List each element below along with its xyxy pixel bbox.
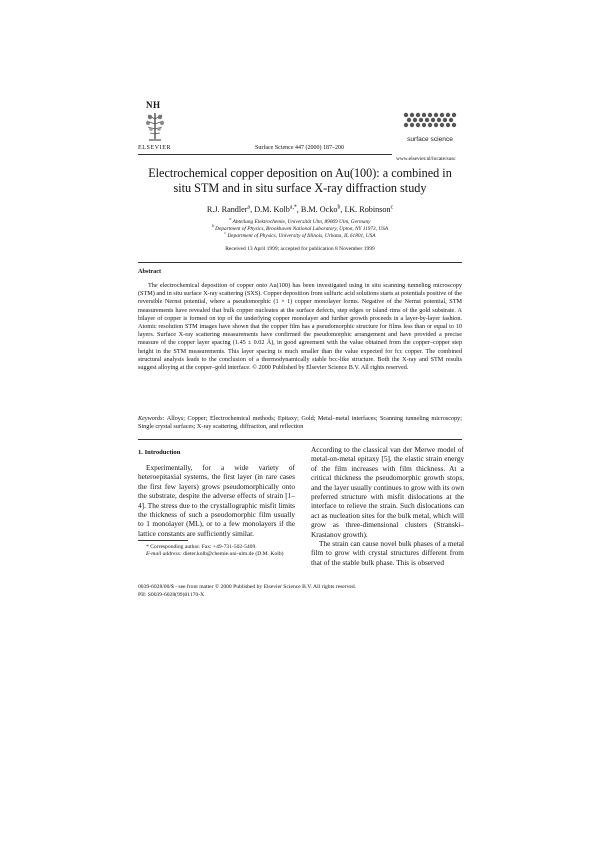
publisher-mark: NH (146, 100, 161, 110)
journal-url: www.elsevier.nl/locate/susc (396, 156, 456, 162)
author-3: B.M. Ocko (300, 205, 338, 214)
journal-logo (400, 110, 460, 142)
author-2-sup: a,* (289, 204, 297, 211)
abstract-text: The electrochemical deposition of copper onto Au(100) has been investigated using in situ scanning tunneling microscopy (STM) and in situ surface X-ray scattering (SXS). Copper deposition from sulfuric acid solutions starts at potentials positive of the reversible Nernst potential, where a pseudomorphic (1 × 1) copper monolayer forms. Negative of the Nernst potential, STM measurements have revealed that bulk copper nucleates at the surface defects, step edges or island rims of the gold substrate. A bilayer of copper is formed on top of the underlying copper monolayer and further growth proceeds in a layer-by-layer fashion. Atomic resolution STM images have shown that the copper film has a pseudomorphic structure for films less than or equal to 10 layers. Surface X-ray scattering measurements have confirmed the pseudomorphic arrangement and have provided a precise measure of the copper layer spacing (1.45 ± 0.02 Å), in good agreement with the value obtained from the copper–copper step height in the STM measurements. This layer spacing is much smaller than the value expected for fcc copper. The combined structural analysis leads to the conclusion of a thermodynamically stable bcc-like structure. Both the X-ray and STM results suggest alloying at the copper–gold interface. © 2000 Published by Elsevier Science B.V. All rights reserved. (138, 282, 462, 372)
title-line-1: Electrochemical copper deposition on Au(100): a combined in (148, 166, 452, 180)
footnote (138, 544, 295, 558)
affiliations (120, 219, 480, 240)
right-paragraph-2: The strain can cause novel bulk phases of a metal film to grow with crystal structures different from that of the stable bulk phase. This is observed (311, 539, 464, 567)
issn-line: 0039-6028/00/$ - see front matter © 2000 Published by Elsevier Science B.V. All rights reserved. (138, 584, 357, 590)
footnote-rule (138, 540, 188, 541)
title-line-2: situ STM and in situ surface X-ray diffraction study (173, 181, 427, 195)
keywords-label: Keywords: (138, 415, 165, 422)
journal-name: surface science (407, 136, 453, 143)
affiliation-a: $^a$ Abteilung Elektrochemie, Universität Ulm, 89069 Ulm, Germany (229, 217, 371, 225)
right-column-text (311, 445, 464, 567)
right-paragraph-1: According to the classical van der Merwe model of metal-on-metal epitaxy [5], the elastic strain energy of the film increases with film thickness. At a critical thickness the pseudomorphic growth stops, and the layer usually continues to grow with its own preferred structure with misfit dislocations at the interface to relieve the strain. Such dislocations can act as nucleation sites for the bulk metal, which will grow as three-dimensional clusters (Stranski–Krastanov growth). (311, 445, 464, 539)
author-4-sup: c (390, 204, 394, 211)
author-3-sup: b (337, 204, 341, 211)
keywords (138, 415, 462, 431)
author-1: R.J. Randler (206, 205, 248, 214)
abstract-heading: Abstract (138, 268, 162, 275)
author-4: I.K. Robinson (344, 205, 391, 214)
publisher-name: ELSEVIER (138, 145, 172, 151)
abstract-top-rule (138, 262, 462, 263)
section-heading: 1. Introduction (138, 449, 181, 456)
left-column-text: Experimentally, for a wide variety of heteroepitaxial systems, the first layer (in rare cases the first few layers) grows pseudomorphically onto the substrate, despite the adverse effects of strain [1–4]. The stress due to the crystallographic misfit limits the thickness of such a pseudomorphic film usually to 1 monolayer (ML), or to a few monolayers if the lattice constants are sufficiently similar. (138, 463, 295, 538)
header-rule (138, 154, 392, 155)
paper-title (120, 166, 480, 196)
affiliation-b: $^b$ Department of Physics, Brookhaven National Laboratory, Upton, NY 11973, USA (211, 224, 389, 232)
citation: Surface Science 447 (2000) 187–200 (255, 145, 344, 151)
footnote-corresponding: * Corresponding author. Fax: +49-731-502-5409. (146, 544, 257, 550)
author-list: R.J. Randler$^a$, D.M. Kolb$^{a,*}$, B.M. Ocko$^b$, I.K. Robinson$^c$ (206, 204, 394, 214)
affiliation-c: $^c$ Department of Physics, University of Illinois, Urbana, IL 61801, USA (224, 231, 376, 239)
author-1-sup: a (247, 204, 251, 211)
author-2: D.M. Kolb (254, 205, 290, 214)
pii-line: PII: S0039-6028(99)01170-X (138, 592, 205, 598)
keywords-text: Alloys; Copper; Electrochemical methods; Epitaxy; Gold; Metal–metal interfaces; Scanning tunneling microscopy; Single crystal surfaces; X-ray scattering, diffraction, and reflection (138, 415, 462, 431)
received-dates: Received 13 April 1999; accepted for publication 8 November 1999 (225, 246, 375, 252)
surface-pattern-icon (400, 110, 460, 132)
elsevier-logo (142, 109, 168, 143)
elsevier-tree-icon (142, 109, 168, 143)
abstract-bottom-rule (138, 439, 462, 440)
footnote-email: E-mail address: dieter.kolb@chemie.uni-ulm.de (D.M. Kolb) (146, 551, 284, 558)
